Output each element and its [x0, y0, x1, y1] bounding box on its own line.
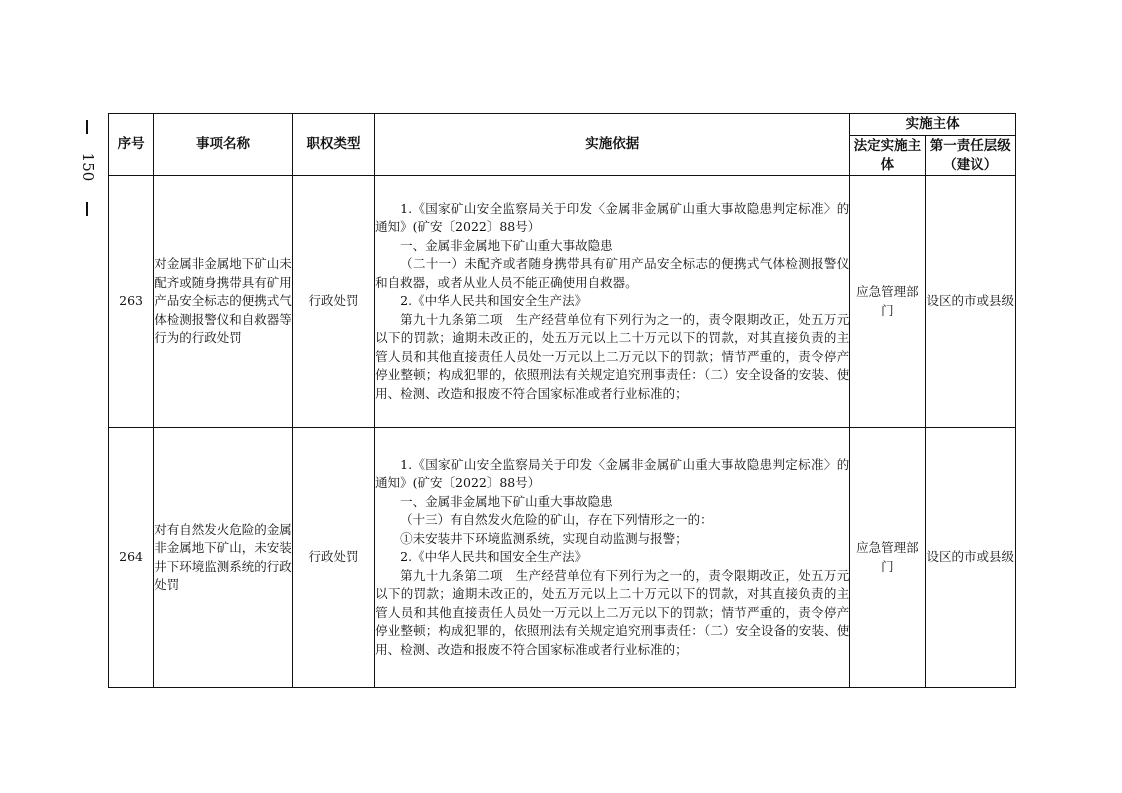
- basis-paragraph: 一、金属非金属地下矿山重大事故隐患: [400, 237, 613, 253]
- header-legal-basis: 实施依据: [375, 114, 850, 176]
- header-seq: 序号: [109, 114, 154, 176]
- row-first-responsible-level: 设区的市或县级: [925, 428, 1015, 688]
- table-row: [109, 176, 1016, 428]
- row-legal-basis: [375, 176, 850, 428]
- page-number-dash-bottom: [86, 202, 88, 216]
- basis-paragraph: 1.《国家矿山安全监察局关于印发〈金属非金属矿山重大事故隐患判定标准〉的通知》(矿安〔2022〕88号）: [375, 456, 850, 491]
- basis-paragraph: 第九十九条第二项 生产经营单位有下列行为之一的，责令限期改正，处五万元以下的罚款；逾期未改正的，处五万元以上二十万元以下的罚款，对其直接负责的主管人员和其他直接责任人员处一万元以上二万元以下的罚款；情节严重的，责令停产停业整顿；构成犯罪的，依照刑法有关规定追究刑事责任：（二）安全设备的安装、使用、检测、改造和报废不符合国家标准或者行业标准的；: [375, 567, 850, 657]
- row-first-responsible-level: 设区的市或县级: [925, 176, 1015, 428]
- basis-paragraph: 一、金属非金属地下矿山重大事故隐患: [400, 493, 613, 509]
- row-power-type: 行政处罚: [292, 176, 374, 428]
- row-item-name: 对有自然发火危险的金属非金属地下矿山，未安装井下环境监测系统的行政处罚: [154, 428, 293, 688]
- basis-paragraph: 2.《中华人民共和国安全生产法》: [400, 293, 588, 309]
- table-row: [109, 428, 1016, 688]
- basis-paragraph: 1.《国家矿山安全监察局关于印发〈金属非金属矿山重大事故隐患判定标准〉的通知》(矿安〔2022〕88号）: [375, 200, 850, 235]
- header-item-name: 事项名称: [154, 114, 293, 176]
- enforcement-items-table: [108, 113, 1016, 688]
- row-power-type: 行政处罚: [292, 428, 374, 688]
- row-legal-subject: 应急管理部门: [850, 428, 925, 688]
- header-legal-subject: 法定实施主体: [850, 136, 925, 176]
- header-power-type: 职权类型: [292, 114, 374, 176]
- basis-paragraph: （十三）有自然发火危险的矿山，存在下列情形之一的：: [400, 512, 713, 528]
- page-number-dash-top: [86, 120, 88, 134]
- header-first-responsible-level: 第一责任层级（建议）: [925, 136, 1015, 176]
- row-legal-basis: [375, 428, 850, 688]
- header-implementing-subject: 实施主体: [850, 114, 1016, 136]
- row-seq: 264: [109, 428, 154, 688]
- page-number-text: 150: [79, 152, 97, 182]
- row-seq: 263: [109, 176, 154, 428]
- row-legal-subject: 应急管理部门: [850, 176, 925, 428]
- basis-paragraph: （二十一）未配齐或者随身携带具有矿用产品安全标志的便携式气体检测报警仪和自救器，或者从业人员不能正确使用自救器。: [375, 256, 850, 290]
- basis-paragraph: 2.《中华人民共和国安全生产法》: [400, 549, 588, 565]
- basis-paragraph: 第九十九条第二项 生产经营单位有下列行为之一的，责令限期改正，处五万元以下的罚款；逾期未改正的，处五万元以上二十万元以下的罚款，对其直接负责的主管人员和其他直接责任人员处一万元以上二万元以下的罚款；情节严重的，责令停产停业整顿；构成犯罪的，依照刑法有关规定追究刑事责任：（二）安全设备的安装、使用、检测、改造和报废不符合国家标准或者行业标准的；: [375, 311, 850, 401]
- basis-paragraph: ①未安装井下环境监测系统，实现自动监测与报警；: [400, 530, 688, 546]
- row-item-name: 对金属非金属地下矿山未配齐或随身携带具有矿用产品安全标志的便携式气体检测报警仪和自救器等行为的行政处罚: [154, 176, 293, 428]
